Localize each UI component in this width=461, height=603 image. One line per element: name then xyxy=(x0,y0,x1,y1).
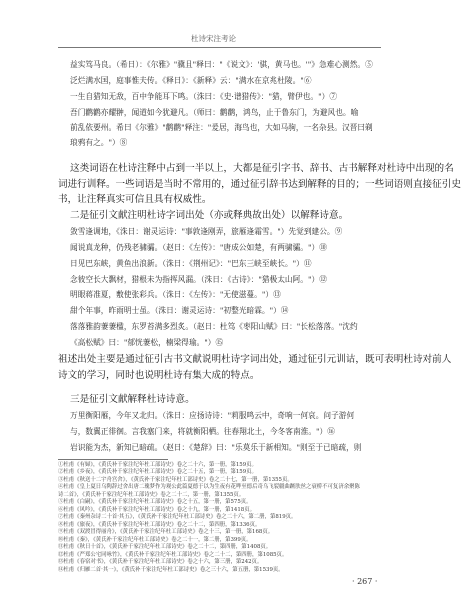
quotation-line: 泛烂满水国，庭事惟夫传。《释日》：《新释》云："满水在京兆杜陵。"⑥ xyxy=(70,76,312,85)
quotation-line: 前乱依要州。希曰《尔雅》"鹳鹳"释注："爰居，海鸟也，大如马驹，一名杂县。汉晋曰剃 xyxy=(70,123,373,132)
footnote: 诗二首》，《黄氏补千家注纪年杜工部诗史》卷之二十二，第一册，第1355页。 xyxy=(58,492,245,498)
quotation-line: 万里衡阳雁，今年又北归。（洙日：应扬诗诗："莉服鸣云中，奇响一何哀。问子游何 xyxy=(70,411,355,420)
quotation-line: 《高松赋》曰："郁恍萋松，楠梁得瑜。"）⑮ xyxy=(70,338,224,347)
quotation-line: 明眼蒋准夏，敷使张彩兵。（洙日：《左传》："无使滋蔓。"）⑬ xyxy=(70,290,281,299)
footnote-rule xyxy=(58,459,168,460)
quotation-line: 闻说真龙种，仍残老骕骦。（赵日：《左传》："唐成公如楚，有两骕骦。"）⑩ xyxy=(70,243,327,252)
body-paragraph-line: 诗文的学习，同时也说明杜诗有集大成的特点。 xyxy=(58,370,260,381)
footnote: ②杜甫《乡夜》，《黄氏补千家注纪年杜工部诗史》卷之二十五，第一册，第159页。 xyxy=(58,469,257,475)
footnote: ⑬杜甫《春宿对书》，《黄氏补千家注纪年杜工部诗史》卷之十六，第三册，第242页。 xyxy=(58,559,263,565)
footnote: ⑫杜甫《严郑公宅同咏竹》，《黄氏补千家注纪年杜工部诗史》卷之二十二，第四册，第1085页。 xyxy=(58,552,288,558)
body-paragraph-line: 三是征引文献解释杜诗诗意。 xyxy=(70,394,195,405)
quotation-line: 日见巴东峡，黄鱼出浪新。（洙日：《荆州记》："巴东三峡至峡长。"）⑪ xyxy=(70,259,312,268)
quotation-line: 与，数翼正徘徊。言我塞门来，将就衡阳栖。往春翔北土，今冬客南淮。"）⑯ xyxy=(70,427,335,436)
quotation-line: 甜个年事，昨雨明士虽。（洙日：谢灵运诗："初整光暗霖。"）⑭ xyxy=(70,306,289,315)
running-head: 杜诗宋注考论 xyxy=(191,34,236,43)
quotation-line: 吾门鹳鹳亦耀翀，闻道如今犹避凡。（师曰：鹳鹳，鸿鸟，止于鲁东门，为避风也。喻 xyxy=(70,108,359,117)
footnote: ⑨杜甫《双渡冒得丽舟》，《黄氏补千家注纪年杜工部诗史》卷之十三，第一册，第168页。 xyxy=(58,529,274,535)
body-paragraph-line: 这类词语在杜诗注释中占到一半以上，大都是征引字书、辞书、古书解释对杜诗中出现的名 xyxy=(70,163,454,174)
header-rule xyxy=(58,47,381,48)
quotation-line: 琅鸦有之。"）⑧ xyxy=(70,138,128,147)
page-number: · 267 · xyxy=(352,577,378,586)
quotation-line: 益实笃马良。（希日）：《尔雅》"骥且"释曰："《说文》：'骐，黄马也。'"》急难心测然。⑤ xyxy=(70,60,373,69)
footnote: ⑥杜甫《风吟》，《黄氏补千家注纪年杜工部诗史》卷之十九，第一册，第1418页。 xyxy=(58,507,255,513)
quotation-line: 岩识能为杰，新知已暗疏。（赵日：《楚辞》曰："乐莫乐于新相知。"则至于已暗疏，则 xyxy=(70,443,362,452)
footnote: ①杜甫《有婦》，《黄氏补千家注纪年杜工部诗史》卷之二十六，第一册，第159页。 xyxy=(58,462,257,468)
body-paragraph-line: 二是征引文献注明杜诗字词出处（亦或释典故出处）以解释诗意。 xyxy=(70,210,349,221)
body-paragraph-line: 词进行训释。一些词语是当时不常用的，通过征引辞书达到解释的目的；一些词语则直接征引史 xyxy=(58,179,461,190)
quotation-line: 念彼空长大飘材，猎根未为指挥风漏。（洙日：《古诗》："猎极太山阿。"）⑫ xyxy=(70,275,327,284)
footnote: ⑪杜甫《秋日十首》，《黄氏补千家注纪年杜工部诗史》卷之二十二，第四册，第1408页。 xyxy=(58,544,272,550)
footnote: ③杜甫《秋送十二宇舟宫舍》，《黄氏补千家注纪年杜工部诗史》卷之二十七，第一册，第1355页。 xyxy=(58,477,293,483)
quotation-line: 一生自猎知无敌，百中争能耳下鸣。（洙曰：《史·谱猎传》："猎，臂伊也。"）⑦ xyxy=(70,92,338,101)
footnote: ⑦杜甫《秦州杂诗二十首·其五》，《黄氏补千家注纪年杜工部诗史》卷之二十六，第二册，第819页。 xyxy=(58,514,297,520)
body-paragraph-line: 书，让注释真实可信且具有权威性。 xyxy=(58,194,212,205)
footnote: ⑧杜甫《旅夜》，《黄氏补千家注纪年杜工部诗史》卷之二十二，第四册，第1336页。 xyxy=(58,522,261,528)
footnote: ⑩杜甫《秦》，《黄氏补千家注纪年杜工部诗史》卷之二十一，第二册，第399页。 xyxy=(58,537,252,543)
quotation-line: 敛雪逢调地，《洙日：谢灵运诗："事敦逢刚弄，旅雁逢霜雪。"）先觉到建公。⑨ xyxy=(70,227,343,236)
body-paragraph-line: 祖述出处主要是通过征引古书文献说明杜诗字词出处，通过征引元训诂，既可表明杜诗对前人 xyxy=(58,354,452,365)
quotation-line: 落落雅韵萋萋楹，东罗苔满多烈炙。（赵日：杜笃《枣阳山赋》曰："长松落落。"沈约 xyxy=(70,322,358,331)
footnote: ⑤杜甫《白嗣》，《黄氏补千家注纪年杜工部诗史》卷之十五，第一册，第575页。 xyxy=(58,499,252,505)
footnote: ⑭杜甫《归雁二首·其一》，《黄氏补千家注纪年杜工部诗史》卷之三十六，第五册，第1539页。 xyxy=(58,567,284,573)
footnote: ④杜甫《皇上夏日乌陶辞过舍出唐二瑰梦作为观公此篇夏德于以为生夜有花哗至德后奇乌飞裂疆曲蹶肤丝之衰桥不可复济余聚陈 xyxy=(58,484,360,490)
